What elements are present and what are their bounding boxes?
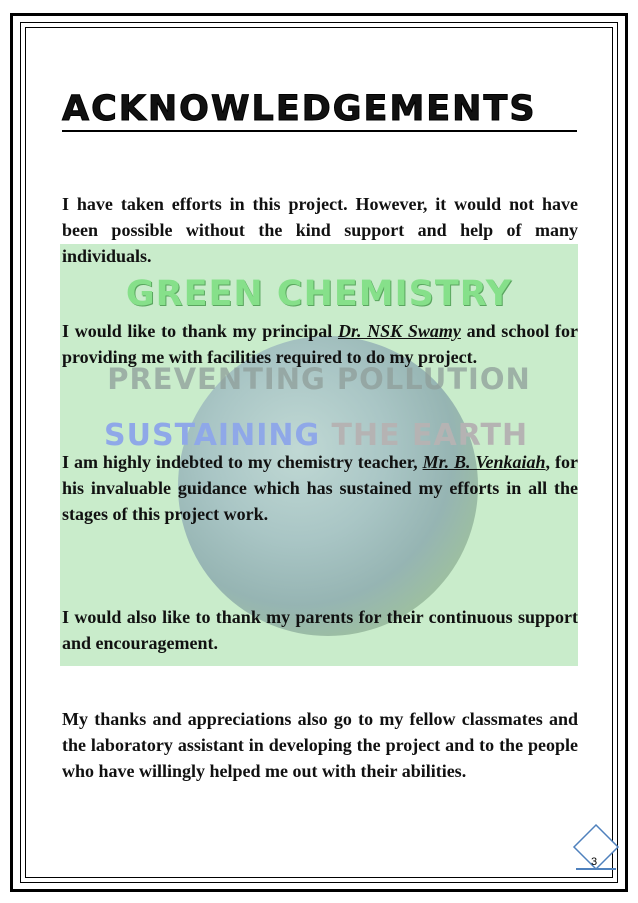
watermark-word-sustaining: SUSTAINING: [104, 418, 321, 453]
paragraph-principal: [62, 318, 578, 370]
paragraph-principal-text-b: and school for providing me with facilities required to do my project.: [62, 321, 578, 367]
paragraph-teacher: [62, 449, 578, 527]
paragraph-principal-text-a: I would like to thank my principal: [62, 321, 338, 341]
paragraph-teacher-text-a: I am highly indebted to my chemistry teacher,: [62, 452, 423, 472]
watermark-words-the-earth: THE EARTH: [320, 418, 529, 453]
watermark-preventing-pollution: PREVENTING POLLUTION: [107, 362, 531, 396]
paragraph-parents: I would also like to thank my parents for their continuous support and encouragement.: [62, 607, 578, 653]
page-number: 3: [590, 856, 598, 868]
paragraph-efforts: I have taken efforts in this project. However, it would not have been possible without the kind support and help of many individuals.: [62, 194, 578, 266]
page-title: ACKNOWLEDGEMENTS: [62, 89, 537, 129]
title-underline: [62, 130, 577, 132]
paragraph-teacher-text-b: , for his invaluable guidance which has sustained my efforts in all the stages of this project work.: [62, 452, 578, 524]
teacher-name: Mr. B. Venkaiah: [422, 452, 546, 472]
watermark-green-chemistry: GREEN CHEMISTRY: [125, 274, 513, 314]
paragraph-classmates: My thanks and appreciations also go to my fellow classmates and the laboratory assistant in developing the project and to the people who have willingly helped me out with their abilities.: [62, 709, 578, 781]
watermark-sustaining-the-earth: [104, 418, 528, 453]
principal-name: Dr. NSK Swamy: [337, 321, 461, 341]
